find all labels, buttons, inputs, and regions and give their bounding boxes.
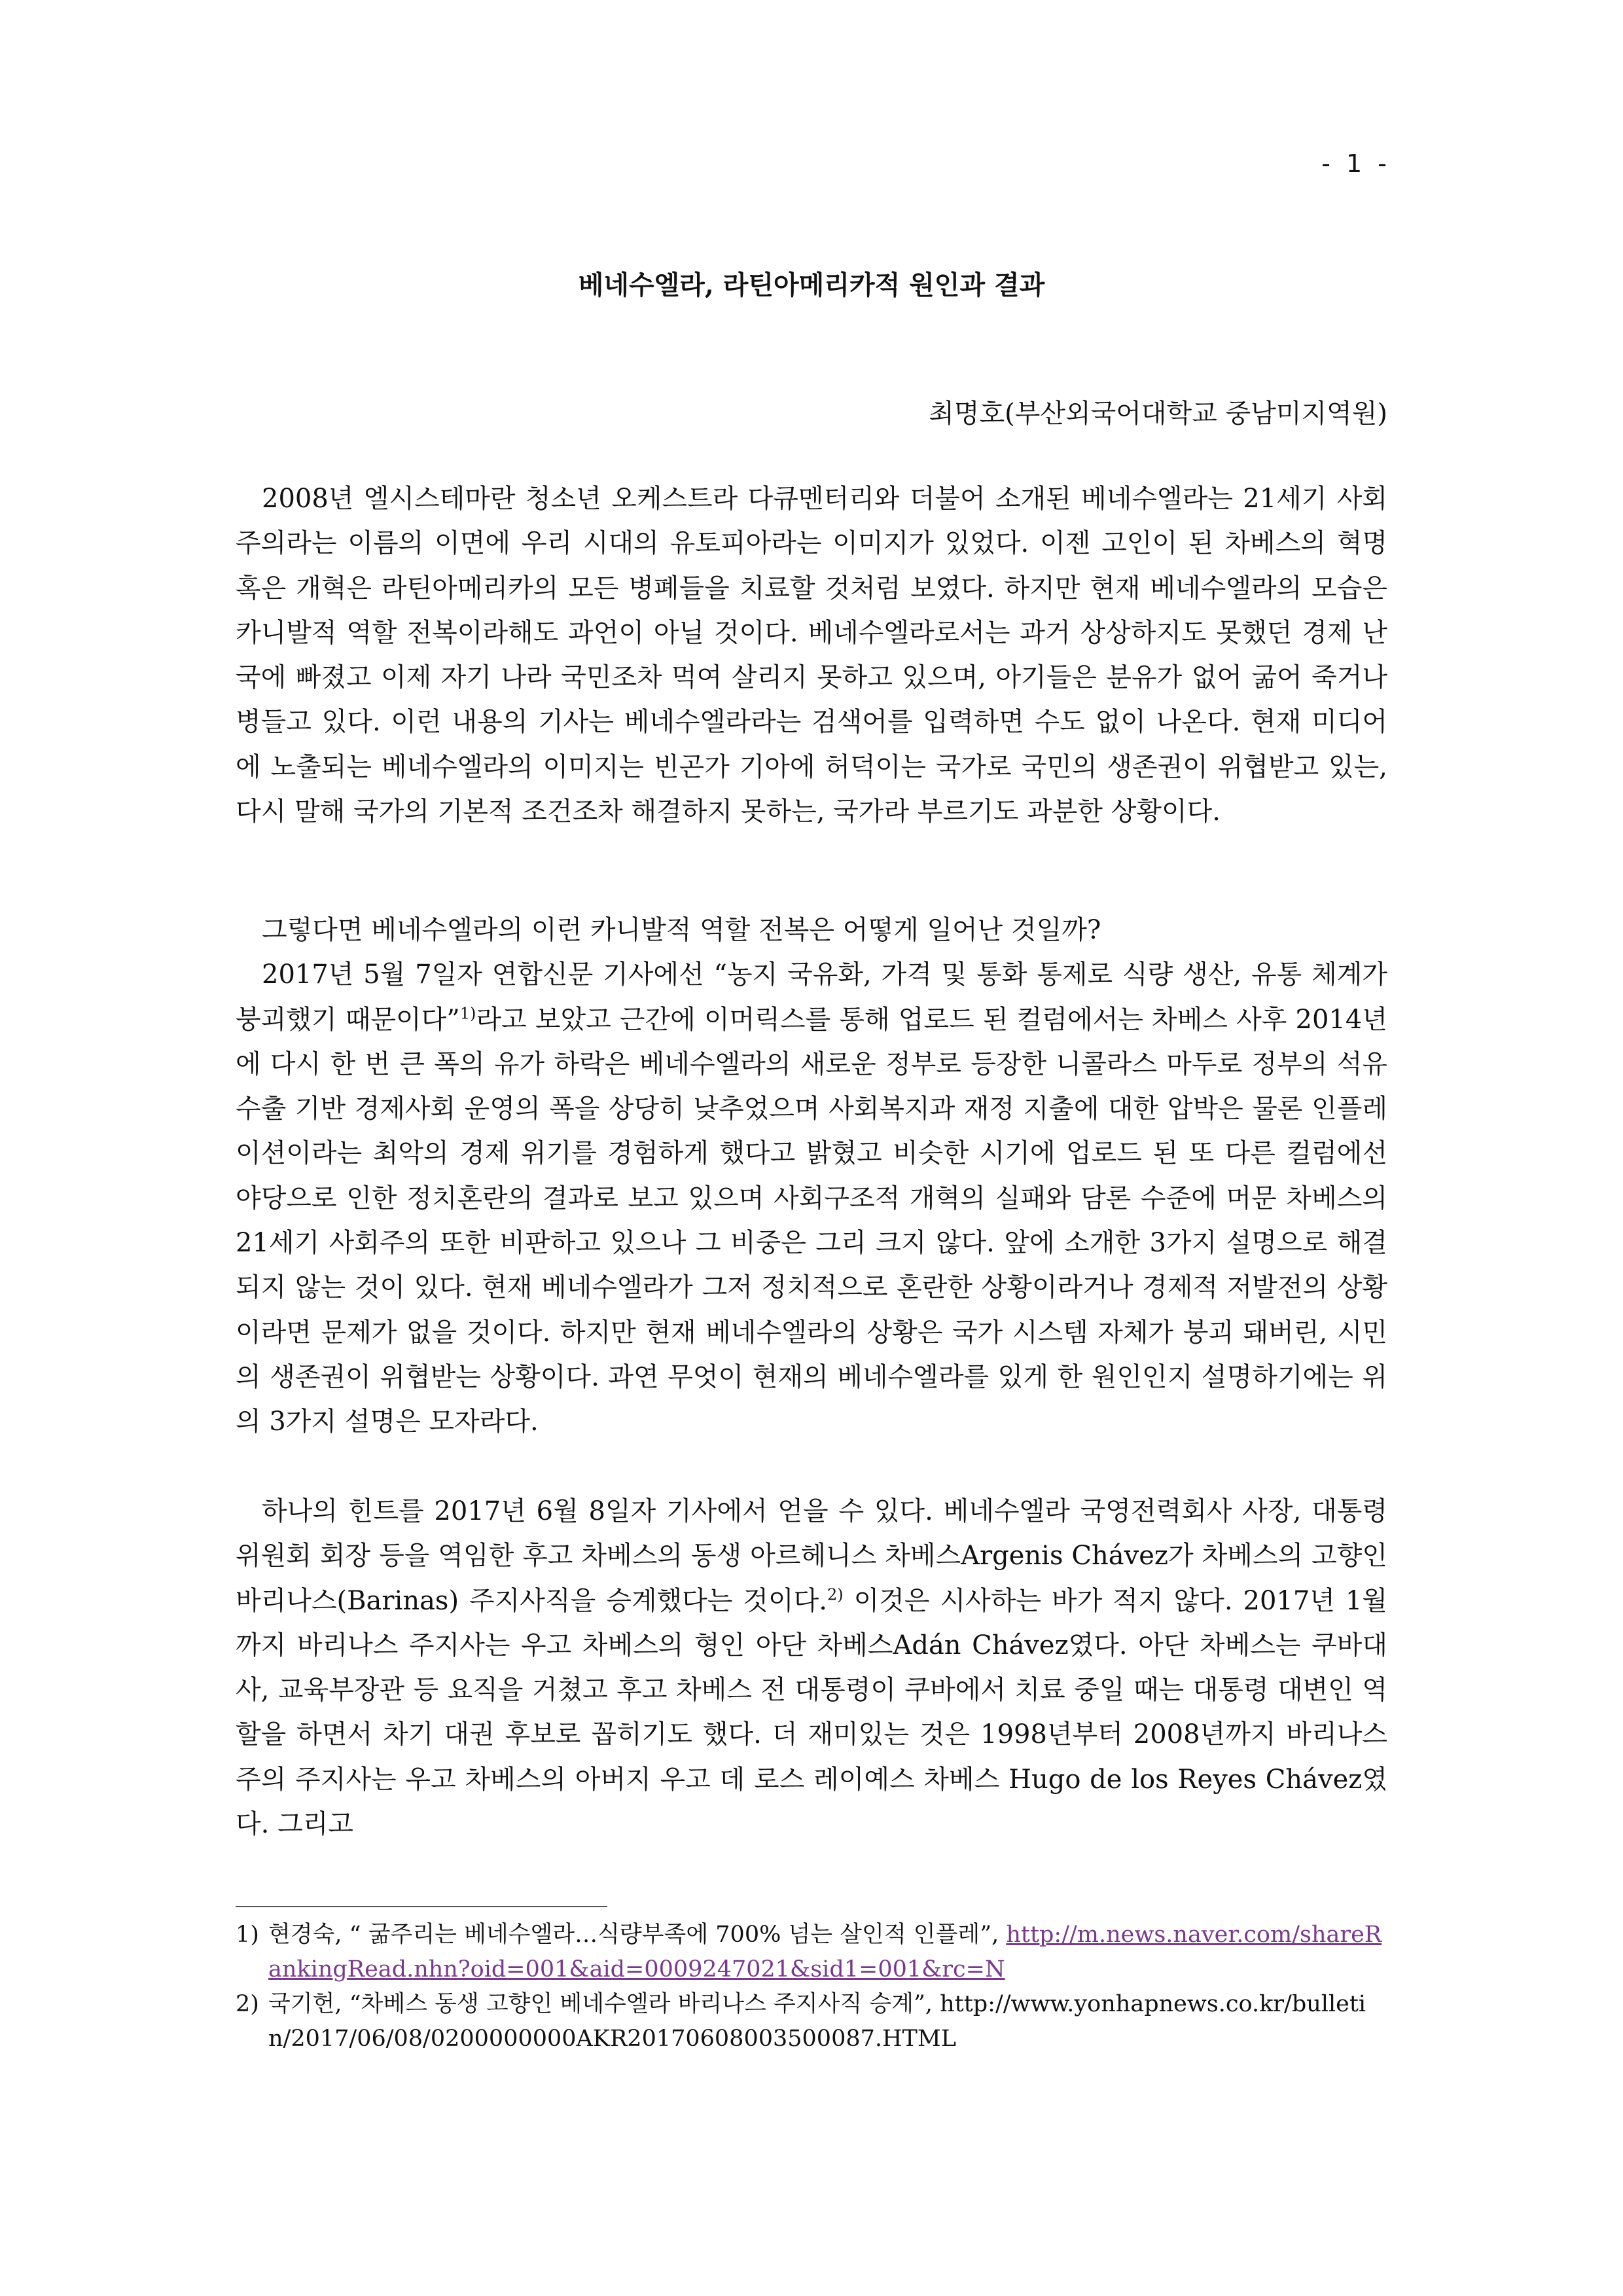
- paragraph-text: 그렇다면 베네수엘라의 이런 카니발적 역할 전복은 어떻게 일어난 것일까?: [262, 915, 1101, 945]
- footnote-1: [236, 1918, 1387, 1987]
- body-paragraph-2: [236, 908, 1387, 1444]
- footnote-2: [236, 1987, 1387, 2056]
- page-number: - 1 -: [1321, 149, 1391, 178]
- paragraph-text-segment: 2017년 5월 7일자 연합신문 기사에선 “농지 국유화, 가격 및 통화 통제로 식량 생산, 유통 체계가 붕괴했기 때문이다”: [236, 960, 1387, 1035]
- footnote-body: [268, 1987, 1387, 2056]
- footnotes-section: [236, 1918, 1387, 2056]
- footnote-link[interactable]: http://m.news.naver.com/shareRankingRead.nhn?oid=001&aid=0009247021&sid1=001&rc=N: [268, 1922, 1382, 1982]
- paragraph-text-segment: 라고 보았고 근간에 이머릭스를 통해 업로드 된 컬럼에서는 차베스 사후 2014년에 다시 한 번 큰 폭의 유가 하락은 베네수엘라의 새로운 정부로 등장한 니콜라스 마두로 정부의 석유 수출 기반 경제사회 운영의 폭을 상당히 낮추었으며 사회복지과 재정 지출에 대한 압박은 물론 인플레이션이라는 최악의 경제 위기를 경험하게 했다고 밝혔고 비슷한 시기에 업로드 된 또 다른 컬럼에선 야당으로 인한 정치혼란의 결과로 보고 있으며 사회구조적 개혁의 실패와 담론 수준에 머문 차베스의 21세기 사회주의 또한 비판하고 있으나 그 비중은 그리 크지 않다. 앞에 소개한 3가지 설명으로 해결되지 않는 것이 있다. 현재 베네수엘라가 그저 정치적으로 혼란한 상황이라거나 경제적 저발전의 상황이라면 문제가 없을 것이다. 하지만 현재 베네수엘라의 상황은 국가 시스템 자체가 붕괴 돼버린, 시민의 생존권이 위협받는 상황이다. 과연 무엇이 현재의 베네수엘라를 있게 한 원인인지 설명하기에는 위의 3가지 설명은 모자라다.: [236, 1004, 1387, 1437]
- footnote-divider: [236, 1906, 607, 1907]
- footnote-body: [268, 1918, 1387, 1987]
- paragraph-text-segment: 이것은 시사하는 바가 적지 않다. 2017년 1월까지 바리나스 주지사는 우고 차베스의 형인 아단 차베스Adán Chávez였다. 아단 차베스는 쿠바대사, 교육부장관 등 요직을 거쳤고 후고 차베스 전 대통령이 쿠바에서 치료 중일 때는 대통령 대변인 역할을 하면서 차기 대권 후보로 꼽히기도 했다. 더 재미있는 것은 1998년부터 2008년까지 바리나스 주의 주지사는 우고 차베스의 아버지 우고 데 로스 레이예스 차베스 Hugo de los Reyes Chávez였다. 그리고: [236, 1585, 1387, 1840]
- footnote-number: 1): [236, 1922, 259, 1948]
- footnote-number: 2): [236, 1991, 259, 2017]
- footnote-ref-1[interactable]: 1): [459, 1004, 476, 1023]
- paragraph-text: 2008년 엘시스테마란 청소년 오케스트라 다큐멘터리와 더불어 소개된 베네수엘라는 21세기 사회주의라는 이름의 이면에 우리 시대의 유토피아라는 이미지가 있었다. 이젠 고인이 된 차베스의 혁명 혹은 개혁은 라틴아메리카의 모든 병폐들을 치료할 것처럼 보였다. 하지만 현재 베네수엘라의 모습은 카니발적 역할 전복이라해도 과언이 아닐 것이다. 베네수엘라로서는 과거 상상하지도 못했던 경제 난국에 빠졌고 이제 자기 나라 국민조차 먹여 살리지 못하고 있으며, 아기들은 분유가 없어 굶어 죽거나 병들고 있다. 이런 내용의 기사는 베네수엘라라는 검색어를 입력하면 수도 없이 나온다. 현재 미디어에 노출되는 베네수엘라의 이미지는 빈곤가 기아에 허덕이는 국가로 국민의 생존권이 위협받고 있는, 다시 말해 국가의 기본적 조건조차 해결하지 못하는, 국가라 부르기도 과분한 상황이다.: [236, 484, 1387, 827]
- document-title: 베네수엘라, 라틴아메리카적 원인과 결과: [578, 270, 1045, 300]
- body-paragraph-3: [236, 1489, 1387, 1846]
- footnote-text: 국기헌, “차베스 동생 고향인 베네수엘라 바리나스 주지사직 승계”, http://www.yonhapnews.co.kr/bulletin/2017/06/08/0200000000AKR20170608003500087.HTML: [268, 1991, 1366, 2052]
- footnote-ref-2[interactable]: 2): [827, 1585, 844, 1604]
- body-paragraph-1: [236, 476, 1387, 834]
- footnote-text: 현경숙, “ 굶주리는 베네수엘라…식량부족에 700% 넘는 살인적 인플레”,: [268, 1922, 1007, 1948]
- paragraph-text: [236, 952, 1387, 1444]
- paragraph-text-segment: 하나의 힌트를 2017년 6월 8일자 기사에서 얻을 수 있다. 베네수엘라 국영전력회사 사장, 대통령 위원회 회장 등을 역임한 후고 차베스의 동생 아르헤니스 차베스Argenis Chávez가 차베스의 고향인 바리나스(Barinas) 주지사직을 승계했다는 것이다.: [236, 1496, 1387, 1616]
- author-affiliation: 최명호(부산외국어대학교 중남미지역원): [929, 399, 1387, 429]
- paragraph-text: [236, 1489, 1387, 1846]
